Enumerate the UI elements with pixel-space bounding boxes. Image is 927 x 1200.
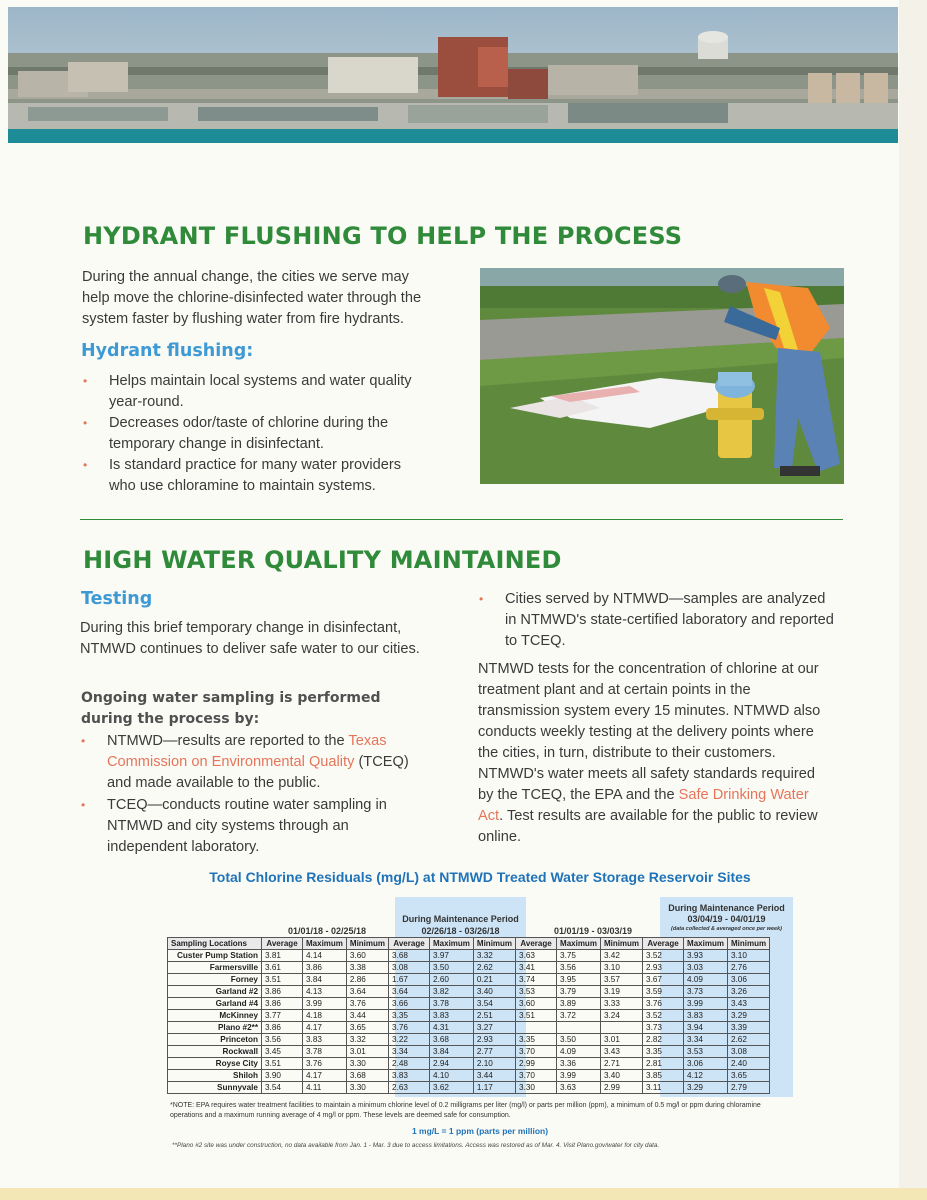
testing-intro-paragraph: During this brief temporary change in disinfectant, NTMWD continues to deliver safe water to our cities. [80, 620, 420, 657]
value-cell: 4.17 [303, 1070, 347, 1082]
bullet-dot: • [81, 734, 86, 748]
value-cell: 2.99 [600, 1082, 642, 1094]
page-bottom-edge [0, 1188, 927, 1200]
table-row [168, 962, 770, 974]
value-cell: 2.51 [473, 1010, 515, 1022]
sampling-heading: Ongoing water sampling is performed during the process by: [81, 690, 381, 727]
value-cell [600, 1022, 642, 1034]
value-cell: 3.78 [303, 1046, 347, 1058]
value-cell: 4.17 [303, 1022, 347, 1034]
value-cell: 3.84 [303, 974, 347, 986]
plano-footnote: **Plano #2 site was under construction, no data available from Jan. 1 - Mar. 3 due to access limitations. Access was restored as of Mar. 4. Visit Plano.gov/water for city data. [172, 1142, 660, 1149]
sampling-bullet: • TCEQ—conducts routine water sampling in NTMWD and city systems through an independent laboratory. [81, 797, 387, 855]
bullet-dot: • [479, 592, 484, 606]
safe-drinking-water-act-link[interactable]: Safe Drinking Water Act [478, 787, 809, 824]
site-name-cell: Farmersville [168, 962, 262, 974]
value-cell: 3.52 [643, 950, 684, 962]
value-cell: 2.62 [727, 1034, 769, 1046]
value-cell: 3.66 [389, 998, 430, 1010]
value-cell: 3.38 [346, 962, 388, 974]
table-title: Total Chlorine Residuals (mg/L) at NTMWD Treated Water Storage Reservoir Sites [209, 869, 751, 885]
value-cell: 4.31 [430, 1022, 474, 1034]
value-cell: 4.14 [303, 950, 347, 962]
hydrant-flushing-subhead: Hydrant flushing: [81, 341, 254, 361]
page-edge [899, 0, 927, 1200]
table-row [168, 1046, 770, 1058]
table-row [168, 1034, 770, 1046]
site-name-cell: Shiloh [168, 1070, 262, 1082]
value-cell: 3.26 [727, 986, 769, 998]
value-cell: 3.52 [643, 1010, 684, 1022]
value-cell: 3.32 [346, 1034, 388, 1046]
value-cell: 3.86 [262, 998, 303, 1010]
value-cell: 3.64 [346, 986, 388, 998]
value-cell: 3.90 [262, 1070, 303, 1082]
value-cell: 3.01 [600, 1034, 642, 1046]
value-cell: 2.93 [643, 962, 684, 974]
value-cell: 3.97 [430, 950, 474, 962]
value-cell: 3.19 [600, 986, 642, 998]
value-cell: 3.44 [473, 1070, 515, 1082]
value-cell: 3.34 [389, 1046, 430, 1058]
value-cell: 3.61 [262, 962, 303, 974]
value-cell: 3.10 [727, 950, 769, 962]
column-header: Average [643, 938, 684, 950]
value-cell: 3.70 [516, 1046, 557, 1058]
value-cell: 3.79 [557, 986, 601, 998]
table-row [168, 1058, 770, 1070]
hydrant-bullet: • Helps maintain local systems and water quality year-round. [83, 373, 412, 410]
value-cell: 3.83 [684, 1010, 728, 1022]
value-cell: 3.51 [262, 974, 303, 986]
hydrant-bullet: • Is standard practice for many water providers who use chloramine to maintain systems. [83, 457, 401, 494]
value-cell: 3.76 [303, 1058, 347, 1070]
bullet-dot: • [83, 458, 88, 472]
testing-detail-paragraph: NTMWD tests for the concentration of chlorine at our treatment plant and at certain points in the transmission system every 15 minutes. NTMWD also conducts weekly testing at the delivery points where the cities, in turn, distribute to their customers. NTMWD's water meets all safety standards required by the TCEQ, the EPA and the Safe Drinking Water Act. Test results are available for the public to review online. [478, 661, 821, 845]
value-cell: 3.68 [389, 950, 430, 962]
value-cell: 2.40 [727, 1058, 769, 1070]
value-cell: 3.51 [516, 1010, 557, 1022]
value-cell: 3.83 [303, 1034, 347, 1046]
value-cell: 2.94 [430, 1058, 474, 1070]
value-cell: 4.09 [684, 974, 728, 986]
value-cell: 3.63 [516, 950, 557, 962]
value-cell: 3.99 [303, 998, 347, 1010]
value-cell: 3.06 [727, 974, 769, 986]
value-cell: 3.06 [684, 1058, 728, 1070]
table-row [168, 1082, 770, 1094]
value-cell: 3.65 [727, 1070, 769, 1082]
value-cell: 2.48 [389, 1058, 430, 1070]
value-cell: 3.34 [684, 1034, 728, 1046]
section-title-hydrant-flushing: HYDRANT FLUSHING TO HELP THE PROCESS [83, 222, 683, 250]
value-cell: 3.35 [643, 1046, 684, 1058]
value-cell: 3.57 [600, 974, 642, 986]
column-header: Sampling Locations [168, 938, 262, 950]
bullet-dot: • [81, 798, 86, 812]
column-header: Average [516, 938, 557, 950]
site-name-cell: McKinney [168, 1010, 262, 1022]
site-name-cell: Princeton [168, 1034, 262, 1046]
value-cell: 2.79 [727, 1082, 769, 1094]
value-cell: 3.35 [389, 1010, 430, 1022]
period-dates: 01/01/18 - 02/25/18 [287, 926, 367, 936]
value-cell: 3.01 [346, 1046, 388, 1058]
value-cell: 3.41 [516, 962, 557, 974]
value-cell: 3.33 [600, 998, 642, 1010]
value-cell: 3.81 [262, 950, 303, 962]
column-header: Minimum [600, 938, 642, 950]
value-cell [557, 1022, 601, 1034]
value-cell: 3.89 [557, 998, 601, 1010]
table-row [168, 986, 770, 998]
table-row [168, 974, 770, 986]
value-cell: 3.60 [516, 998, 557, 1010]
value-cell: 2.62 [473, 962, 515, 974]
column-header: Maximum [684, 938, 728, 950]
value-cell: 3.29 [684, 1082, 728, 1094]
table-row [168, 1022, 770, 1034]
value-cell: 3.10 [600, 962, 642, 974]
value-cell: 3.42 [600, 950, 642, 962]
value-cell: 3.99 [557, 1070, 601, 1082]
site-name-cell: Royse City [168, 1058, 262, 1070]
bullet-dot: • [83, 374, 88, 388]
value-cell: 3.56 [557, 962, 601, 974]
period-label: During Maintenance Period [402, 914, 519, 924]
value-cell: 3.64 [389, 986, 430, 998]
column-header: Maximum [303, 938, 347, 950]
value-cell: 3.73 [643, 1022, 684, 1034]
value-cell: 3.35 [516, 1034, 557, 1046]
value-cell: 3.75 [557, 950, 601, 962]
value-cell: 3.43 [600, 1046, 642, 1058]
value-cell [516, 1022, 557, 1034]
unit-conversion-note: 1 mg/L = 1 ppm (parts per million) [411, 1126, 549, 1136]
site-name-cell: Custer Pump Station [168, 950, 262, 962]
value-cell: 3.50 [557, 1034, 601, 1046]
chlorine-residuals-table [167, 937, 770, 1094]
value-cell: 2.93 [473, 1034, 515, 1046]
value-cell: 3.93 [684, 950, 728, 962]
value-cell: 3.45 [262, 1046, 303, 1058]
value-cell: 3.76 [643, 998, 684, 1010]
value-cell: 3.78 [430, 998, 474, 1010]
value-cell: 3.03 [684, 962, 728, 974]
value-cell: 3.99 [684, 998, 728, 1010]
value-cell: 2.76 [727, 962, 769, 974]
value-cell: 2.82 [643, 1034, 684, 1046]
value-cell: 3.86 [262, 1022, 303, 1034]
value-cell: 3.36 [557, 1058, 601, 1070]
value-cell: 3.30 [346, 1058, 388, 1070]
sampling-bullet: • NTMWD—results are reported to the Texas Commission on Environmental Quality (TCEQ) and made available to the public. [81, 733, 409, 791]
value-cell: 3.32 [473, 950, 515, 962]
column-header: Minimum [473, 938, 515, 950]
period-dates: 03/04/19 - 04/01/19 [687, 914, 766, 924]
period-label: During Maintenance Period [668, 903, 785, 913]
column-header: Maximum [557, 938, 601, 950]
value-cell: 3.72 [557, 1010, 601, 1022]
value-cell: 3.22 [389, 1034, 430, 1046]
value-cell: 3.43 [727, 998, 769, 1010]
value-cell: 3.53 [516, 986, 557, 998]
value-cell: 3.30 [516, 1082, 557, 1094]
value-cell: 4.10 [430, 1070, 474, 1082]
value-cell: 2.99 [516, 1058, 557, 1070]
value-cell: 3.50 [430, 962, 474, 974]
value-cell: 3.94 [684, 1022, 728, 1034]
value-cell: 3.85 [643, 1070, 684, 1082]
value-cell: 3.27 [473, 1022, 515, 1034]
value-cell: 3.40 [600, 1070, 642, 1082]
value-cell: 3.54 [473, 998, 515, 1010]
testing-subhead: Testing [81, 589, 153, 609]
value-cell: 3.62 [430, 1082, 474, 1094]
site-name-cell: Garland #4 [168, 998, 262, 1010]
table-row [168, 1010, 770, 1022]
table-row [168, 950, 770, 962]
value-cell: 3.95 [557, 974, 601, 986]
value-cell: 2.71 [600, 1058, 642, 1070]
sampling-bullet: • Cities served by NTMWD—samples are analyzed in NTMWD's state-certified laboratory and reported to TCEQ. [479, 591, 834, 649]
value-cell: 3.40 [473, 986, 515, 998]
value-cell: 0.21 [473, 974, 515, 986]
value-cell: 3.44 [346, 1010, 388, 1022]
value-cell: 3.29 [727, 1010, 769, 1022]
epa-note: *NOTE: EPA requires water treatment facilities to maintain a minimum chlorine level of 0.2 milligrams per liter (mg/l) or parts per million (ppm), a minimum of 0.5 mg/l or ppm during chloramine operations and a maximum running average of 4 mg/l or ppm. These levels are deemed safe for consumption. [170, 1102, 761, 1119]
value-cell: 3.51 [262, 1058, 303, 1070]
hydrant-intro-paragraph: During the annual change, the cities we serve may help move the chlorine-disinfected water through the system faster by flushing water from fire hydrants. [82, 269, 422, 327]
value-cell: 3.56 [262, 1034, 303, 1046]
value-cell: 3.68 [346, 1070, 388, 1082]
value-cell: 1.67 [389, 974, 430, 986]
section-title-water-quality: HIGH WATER QUALITY MAINTAINED [83, 546, 562, 574]
value-cell: 3.73 [684, 986, 728, 998]
table-row [168, 1070, 770, 1082]
value-cell: 3.70 [516, 1070, 557, 1082]
site-name-cell: Plano #2** [168, 1022, 262, 1034]
value-cell: 3.08 [727, 1046, 769, 1058]
site-name-cell: Rockwall [168, 1046, 262, 1058]
bullet-dot: • [83, 416, 88, 430]
value-cell: 3.74 [516, 974, 557, 986]
value-cell: 3.76 [389, 1022, 430, 1034]
value-cell: 2.86 [346, 974, 388, 986]
value-cell: 3.86 [303, 962, 347, 974]
column-header: Minimum [346, 938, 388, 950]
value-cell: 3.83 [430, 1010, 474, 1022]
value-cell: 3.86 [262, 986, 303, 998]
value-cell: 4.11 [303, 1082, 347, 1094]
value-cell: 3.53 [684, 1046, 728, 1058]
value-cell: 4.13 [303, 986, 347, 998]
period-note: (data collected & averaged once per week) [671, 926, 782, 932]
value-cell: 2.81 [643, 1058, 684, 1070]
hydrant-flushing-photo [480, 268, 844, 484]
value-cell: 3.67 [643, 974, 684, 986]
value-cell: 3.24 [600, 1010, 642, 1022]
value-cell: 3.59 [643, 986, 684, 998]
column-header: Average [389, 938, 430, 950]
table-header-row [168, 938, 770, 950]
value-cell: 2.77 [473, 1046, 515, 1058]
hero-photo [8, 7, 898, 143]
site-name-cell: Sunnyvale [168, 1082, 262, 1094]
column-header: Average [262, 938, 303, 950]
value-cell: 3.63 [557, 1082, 601, 1094]
value-cell: 4.18 [303, 1010, 347, 1022]
value-cell: 3.83 [389, 1070, 430, 1082]
period-dates: 01/01/19 - 03/03/19 [553, 926, 633, 936]
value-cell: 3.08 [389, 962, 430, 974]
value-cell: 2.60 [430, 974, 474, 986]
section-divider [80, 519, 843, 520]
value-cell: 2.63 [389, 1082, 430, 1094]
value-cell: 3.54 [262, 1082, 303, 1094]
column-header: Maximum [430, 938, 474, 950]
site-name-cell: Forney [168, 974, 262, 986]
value-cell: 4.09 [557, 1046, 601, 1058]
period-dates: 02/26/18 - 03/26/18 [421, 926, 500, 936]
value-cell: 3.76 [346, 998, 388, 1010]
site-name-cell: Garland #2 [168, 986, 262, 998]
table-row [168, 998, 770, 1010]
value-cell: 3.68 [430, 1034, 474, 1046]
value-cell: 3.30 [346, 1082, 388, 1094]
hydrant-bullet: • Decreases odor/taste of chlorine during the temporary change in disinfectant. [83, 415, 389, 452]
value-cell: 1.17 [473, 1082, 515, 1094]
value-cell: 3.39 [727, 1022, 769, 1034]
value-cell: 3.84 [430, 1046, 474, 1058]
value-cell: 3.11 [643, 1082, 684, 1094]
value-cell: 3.82 [430, 986, 474, 998]
value-cell: 4.12 [684, 1070, 728, 1082]
value-cell: 3.77 [262, 1010, 303, 1022]
value-cell: 3.65 [346, 1022, 388, 1034]
tceq-link[interactable]: Texas Commission on Environmental Quality [107, 733, 387, 770]
value-cell: 3.60 [346, 950, 388, 962]
value-cell: 2.10 [473, 1058, 515, 1070]
column-header: Minimum [727, 938, 769, 950]
